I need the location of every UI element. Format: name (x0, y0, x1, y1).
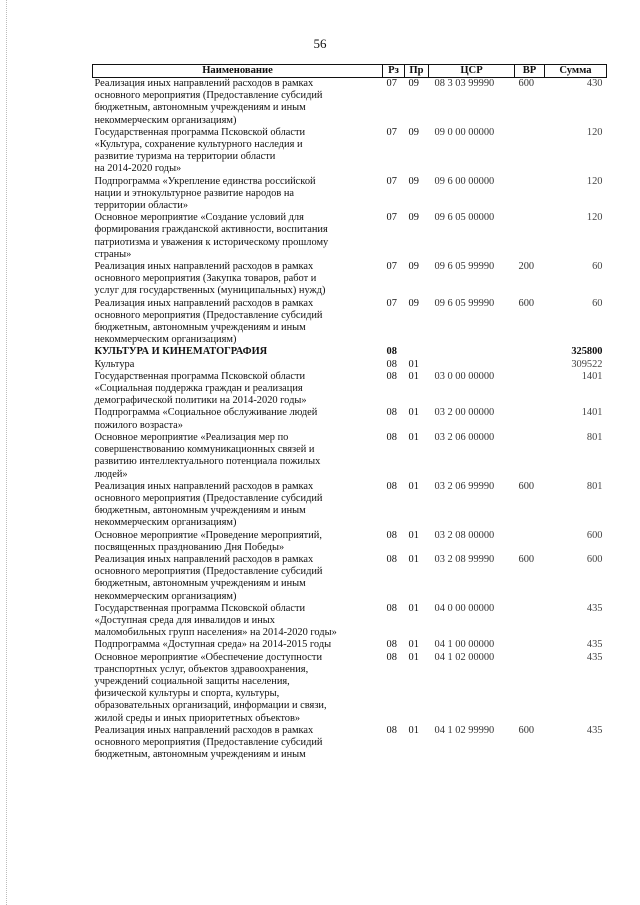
header-pr: Пр (405, 65, 429, 78)
header-name: Наименование (93, 65, 383, 78)
table-row (93, 176, 607, 213)
cell-rz: 07 (386, 297, 397, 309)
cell-pr: 09 (408, 297, 419, 309)
cell-csr: 09 6 05 99990 (434, 261, 495, 273)
table-row (93, 432, 607, 481)
cell-name: Культура (94, 358, 135, 370)
table-row (93, 298, 607, 347)
cell-sum: 430 (586, 78, 603, 89)
table-row (93, 371, 607, 408)
cell-vr (515, 530, 545, 554)
cell-vr (515, 639, 545, 651)
cell-sum: 1401 (581, 407, 603, 419)
cell-pr: 01 (408, 480, 419, 492)
cell-sum: 435 (586, 602, 603, 614)
cell-name: Подпрограмма «Социальное обслуживание людей пожилого возраста» (94, 407, 318, 431)
cell-name: Подпрограмма «Доступная среда» на 2014-2015 годы (94, 639, 332, 651)
cell-rz: 07 (386, 212, 397, 224)
cell-rz: 08 (386, 358, 397, 370)
cell-pr: 01 (408, 724, 419, 736)
cell-vr (515, 212, 545, 261)
table-row (93, 127, 607, 176)
cell-pr: 01 (408, 639, 419, 651)
header-rz: Рз (383, 65, 405, 78)
cell-vr (515, 359, 545, 371)
cell-csr: 04 1 02 99990 (434, 724, 495, 736)
cell-csr: 03 2 06 00000 (434, 431, 495, 443)
cell-rz: 08 (386, 724, 397, 736)
cell-vr (515, 176, 545, 213)
cell-vr: 600 (518, 480, 535, 492)
cell-name: Реализация иных направлений расходов в рамках основного мероприятия (Предоставление субсидий бюджетным, автономным учреждениям и иным некоммерческим организациям) (94, 553, 323, 602)
cell-rz: 08 (386, 651, 397, 663)
cell-sum: 435 (586, 724, 603, 736)
cell-name: Государственная программа Псковской области «Социальная поддержка граждан и реализация демографической политики на 2014-2020 годы» (94, 370, 307, 407)
cell-rz: 08 (386, 480, 397, 492)
cell-pr: 09 (408, 78, 419, 89)
cell-sum: 120 (586, 212, 603, 224)
cell-sum: 600 (586, 553, 603, 565)
cell-csr: 03 2 08 99990 (434, 553, 495, 565)
cell-sum: 309522 (571, 358, 603, 370)
cell-pr: 01 (408, 651, 419, 663)
cell-rz: 07 (386, 78, 397, 89)
cell-vr (515, 346, 545, 358)
table-row (93, 639, 607, 651)
table-row (93, 652, 607, 725)
cell-name: Основное мероприятие «Обеспечение доступности транспортных услуг, объектов здравоохранения, учреждений социальной защиты населения, физической культуры и спорта, культуры, образовательных организаций, информации и связи, жилой среды и иных приоритетных объектов» (94, 651, 327, 724)
cell-rz: 07 (386, 175, 397, 187)
cell-vr (515, 603, 545, 640)
cell-rz: 08 (386, 370, 397, 382)
cell-rz: 07 (386, 261, 397, 273)
cell-csr: 03 2 00 00000 (434, 407, 495, 419)
cell-pr (405, 346, 429, 358)
cell-pr: 09 (408, 175, 419, 187)
table-row (93, 554, 607, 603)
cell-sum: 1401 (581, 370, 603, 382)
cell-pr: 01 (408, 358, 419, 370)
page-number: 56 (313, 36, 327, 51)
cell-sum: 600 (586, 529, 603, 541)
cell-name: Основное мероприятие «Создание условий для формирования гражданской активности, воспитания патриотизма и уважения к историческому прошлому страны» (94, 212, 329, 260)
cell-vr: 200 (518, 261, 535, 273)
cell-csr: 09 6 05 99990 (434, 297, 495, 309)
cell-pr: 01 (408, 602, 419, 614)
cell-rz: 08 (386, 407, 397, 419)
table-row (93, 346, 607, 358)
cell-name: КУЛЬТУРА И КИНЕМАТОГРАФИЯ (94, 346, 268, 358)
cell-sum: 120 (586, 126, 603, 138)
scan-edge-line (6, 0, 8, 905)
table-row (93, 407, 607, 431)
cell-rz: 08 (386, 431, 397, 443)
cell-rz: 08 (386, 553, 397, 565)
cell-name: Подпрограмма «Укрепление единства российской нации и этнокультурное развитие народов на территории области» (94, 175, 316, 212)
cell-pr: 01 (408, 529, 419, 541)
cell-sum: 60 (592, 297, 603, 309)
table-row (93, 78, 607, 127)
header-csr: ЦСР (429, 65, 515, 78)
cell-pr: 09 (408, 126, 419, 138)
cell-name: Реализация иных направлений расходов в рамках основного мероприятия (Предоставление субсидий бюджетным, автономным учреждениям и иным (94, 724, 323, 761)
cell-vr (515, 407, 545, 431)
cell-csr: 08 3 03 99990 (434, 78, 495, 89)
table-row (93, 725, 607, 762)
cell-sum: 120 (586, 175, 603, 187)
cell-vr: 600 (518, 724, 535, 736)
cell-csr (429, 359, 515, 371)
table-row (93, 261, 607, 298)
cell-csr: 04 1 00 00000 (434, 639, 495, 651)
table-row (93, 212, 607, 261)
cell-name: Государственная программа Псковской области «Доступная среда для инвалидов и иных маломобильных групп населения» на 2014-2020 годы» (94, 602, 337, 639)
cell-vr: 600 (518, 78, 535, 89)
cell-vr: 600 (518, 553, 535, 565)
cell-rz: 08 (386, 639, 397, 651)
cell-csr: 09 6 05 00000 (434, 212, 495, 224)
cell-pr: 09 (408, 212, 419, 224)
budget-table (92, 64, 607, 761)
cell-sum: 801 (586, 431, 603, 443)
header-vr: ВР (515, 65, 545, 78)
table-body (93, 78, 607, 762)
cell-name: Реализация иных направлений расходов в рамках основного мероприятия (Предоставление субсидий бюджетным, автономным учреждениям и иным некоммерческим организациям) (94, 78, 323, 126)
cell-rz: 08 (386, 602, 397, 614)
cell-sum: 801 (586, 480, 603, 492)
cell-sum: 435 (586, 639, 603, 651)
cell-pr: 01 (408, 553, 419, 565)
cell-vr: 600 (518, 297, 535, 309)
table-row (93, 359, 607, 371)
cell-sum: 435 (586, 651, 603, 663)
table-header-row (93, 65, 607, 78)
cell-vr (515, 652, 545, 725)
cell-rz: 07 (386, 126, 397, 138)
cell-sum: 60 (592, 261, 603, 273)
cell-csr (429, 346, 515, 358)
cell-pr: 01 (408, 407, 419, 419)
header-sum: Сумма (545, 65, 607, 78)
cell-csr: 04 1 02 00000 (434, 651, 495, 663)
cell-pr: 01 (408, 370, 419, 382)
cell-sum: 325800 (571, 346, 603, 358)
cell-csr: 03 0 00 00000 (434, 370, 495, 382)
cell-vr (515, 371, 545, 408)
cell-name: Реализация иных направлений расходов в рамках основного мероприятия (Предоставление субсидий бюджетным, автономным учреждениям и иным некоммерческим организациям) (94, 480, 323, 529)
cell-csr: 09 6 00 00000 (434, 175, 495, 187)
cell-pr: 09 (408, 261, 419, 273)
cell-csr: 03 2 06 99990 (434, 480, 495, 492)
cell-name: Реализация иных направлений расходов в рамках основного мероприятия (Закупка товаров, работ и услуг для государственных (муниципальных) нужд) (94, 261, 326, 297)
cell-vr (515, 127, 545, 176)
cell-name: Основное мероприятие «Проведение мероприятий, посвященных празднованию Дня Победы» (94, 529, 322, 553)
cell-csr: 09 0 00 00000 (434, 126, 495, 138)
cell-rz: 08 (386, 529, 397, 541)
table-row (93, 481, 607, 530)
cell-pr: 01 (408, 431, 419, 443)
cell-csr: 03 2 08 00000 (434, 529, 495, 541)
cell-name: Основное мероприятие «Реализация мер по совершенствованию коммуникационных связей и развитию интеллектуального потенциала пожилых людей» (94, 431, 321, 480)
cell-name: Реализация иных направлений расходов в рамках основного мероприятия (Предоставление субсидий бюджетным, автономным учреждениям и иным некоммерческим организациям) (94, 297, 323, 346)
table-row (93, 530, 607, 554)
table-row (93, 603, 607, 640)
cell-name: Государственная программа Псковской области «Культура, сохранение культурного наследия и развитие туризма на территории области на 2014-2020 годы» (94, 126, 306, 175)
cell-vr (515, 432, 545, 481)
cell-csr: 04 0 00 00000 (434, 602, 495, 614)
cell-rz: 08 (386, 346, 397, 358)
